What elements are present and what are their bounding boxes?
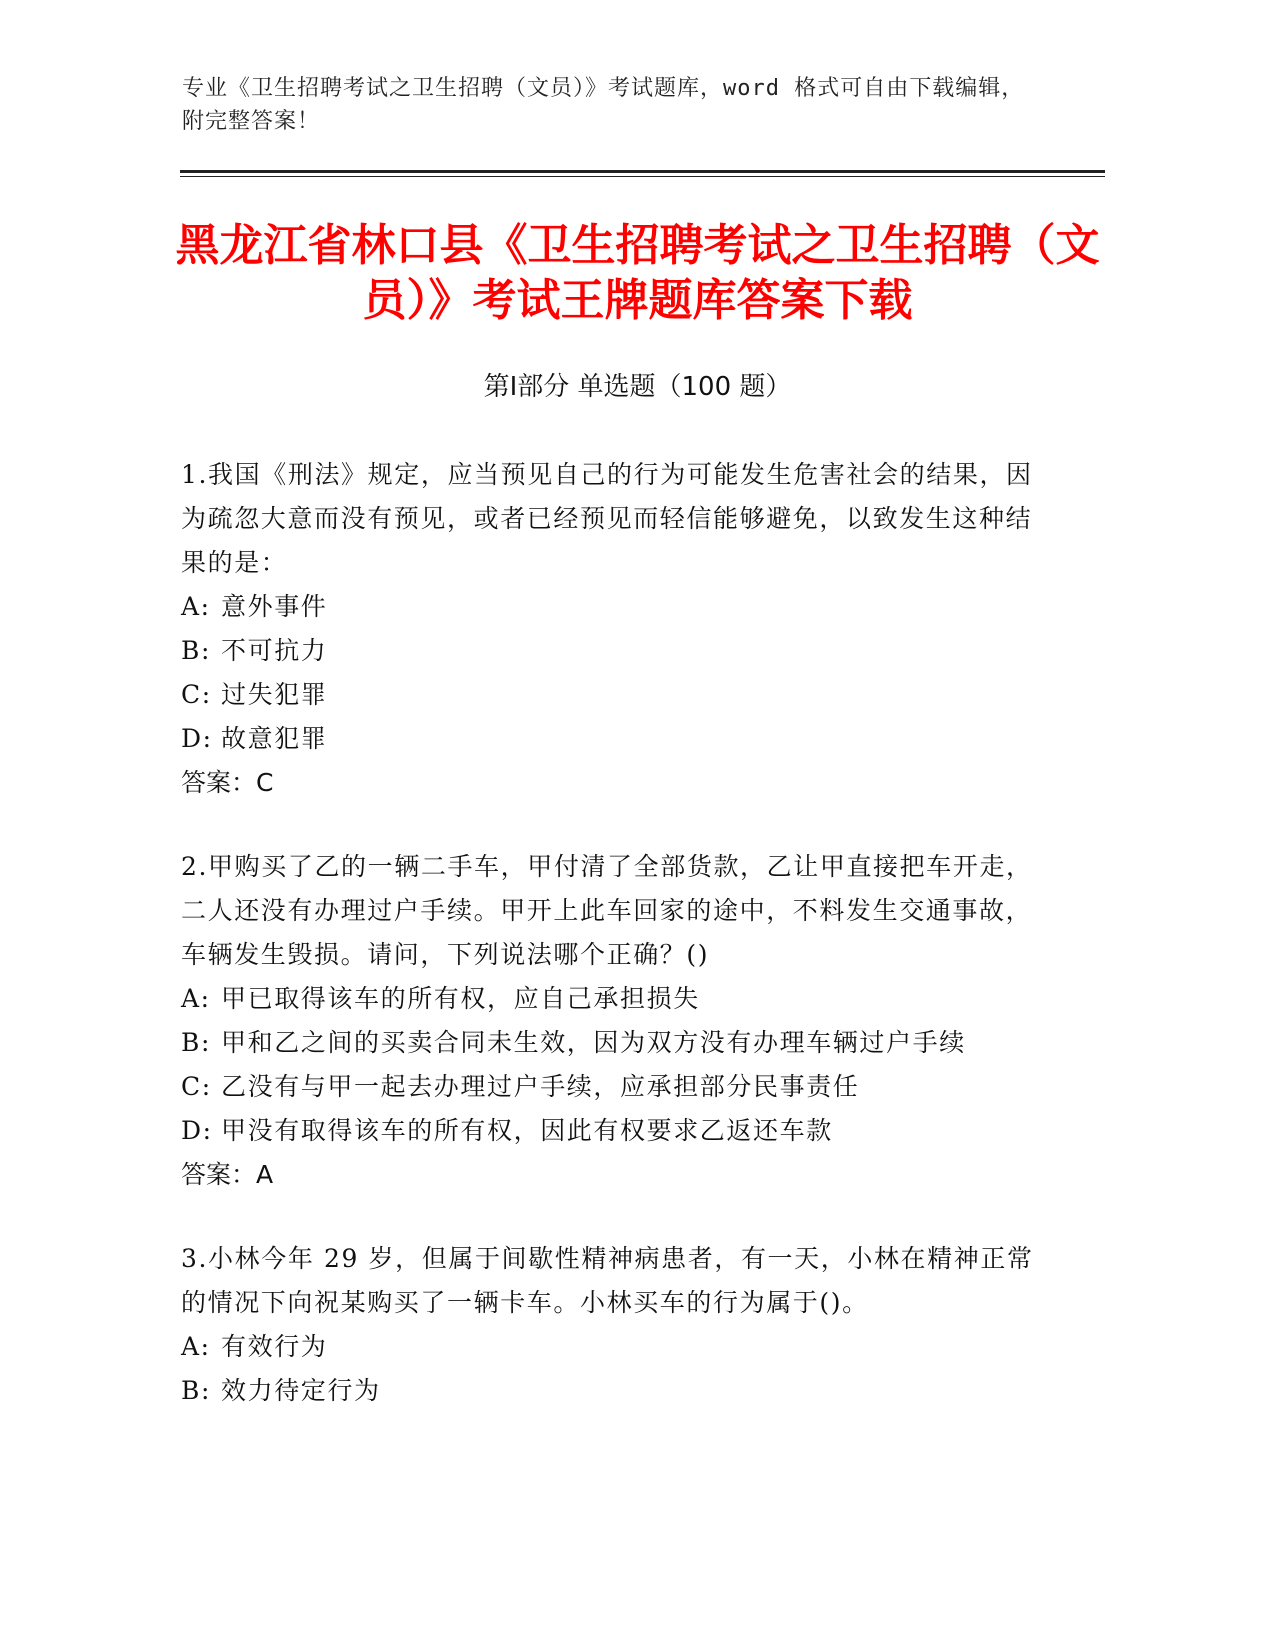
question-1 <box>181 453 1041 805</box>
section-title: 第Ⅰ部分 单选题（100 题） <box>483 372 792 402</box>
option-text: 效力待定行为 <box>221 1376 381 1405</box>
option-b <box>181 629 1041 673</box>
option-key: B: <box>181 1376 211 1405</box>
option-key: A: <box>181 984 211 1013</box>
question-3 <box>181 1237 1041 1413</box>
option-key: D: <box>181 1116 213 1145</box>
option-text: 甲已取得该车的所有权，应自己承担损失 <box>221 984 700 1013</box>
option-key: D: <box>181 724 213 753</box>
option-text: 意外事件 <box>221 592 328 621</box>
option-text: 过失犯罪 <box>221 680 328 709</box>
question-text: 1.我国《刑法》规定，应当预见自己的行为可能发生危害社会的结果，因为疏忽大意而没有预见，或者已经预见而轻信能够避免，以致发生这种结果的是： <box>181 460 1033 577</box>
option-key: A: <box>181 592 211 621</box>
question-2 <box>181 845 1041 1197</box>
option-text: 乙没有与甲一起去办理过户手续，应承担部分民事责任 <box>221 1072 860 1101</box>
question-text: 2.甲购买了乙的一辆二手车，甲付清了全部货款，乙让甲直接把车开走，二人还没有办理过户手续。甲开上此车回家的途中，不料发生交通事故，车辆发生毁损。请问，下列说法哪个正确？() <box>181 852 1033 969</box>
option-text: 故意犯罪 <box>221 724 328 753</box>
option-b <box>181 1369 1041 1413</box>
answer: 答案：C <box>181 768 274 797</box>
answer: 答案：A <box>181 1160 274 1189</box>
option-key: B: <box>181 1028 211 1057</box>
option-text: 甲和乙之间的买卖合同未生效，因为双方没有办理车辆过户手续 <box>221 1028 966 1057</box>
option-key: C: <box>181 680 212 709</box>
option-key: A: <box>181 1332 211 1361</box>
document-title: 黑龙江省林口县《卫生招聘考试之卫生招聘（文员）》考试王牌题库答案下载 <box>175 220 1100 326</box>
header-rule-thin <box>180 176 1105 177</box>
header-note: 专业《卫生招聘考试之卫生招聘（文员）》考试题库，word 格式可自由下载编辑，附完整答案！ <box>182 76 1025 134</box>
option-b <box>181 1021 1041 1065</box>
option-a <box>181 1325 1041 1369</box>
option-d <box>181 717 1041 761</box>
option-key: B: <box>181 636 211 665</box>
question-text: 3.小林今年 29 岁，但属于间歇性精神病患者，有一天，小林在精神正常的情况下向祝某购买了一辆卡车。小林买车的行为属于()。 <box>181 1244 1034 1317</box>
option-text: 有效行为 <box>221 1332 328 1361</box>
option-c <box>181 1065 1041 1109</box>
option-d <box>181 1109 1041 1153</box>
option-text: 不可抗力 <box>221 636 328 665</box>
option-key: C: <box>181 1072 212 1101</box>
header-rule-thick <box>180 170 1105 173</box>
option-text: 甲没有取得该车的所有权，因此有权要求乙返还车款 <box>221 1116 833 1145</box>
option-c <box>181 673 1041 717</box>
option-a <box>181 977 1041 1021</box>
option-a <box>181 585 1041 629</box>
